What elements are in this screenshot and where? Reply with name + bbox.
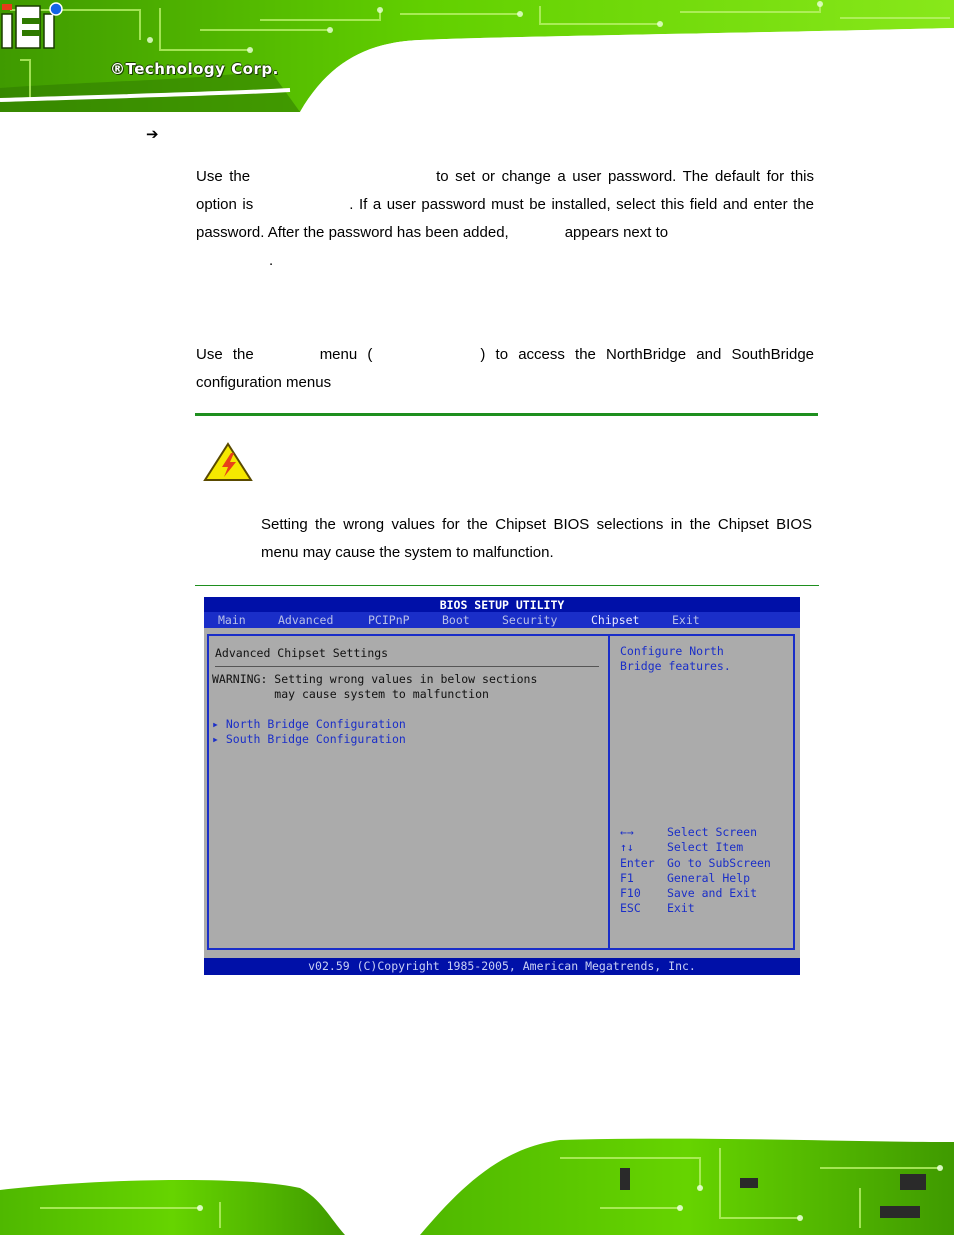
bios-warning-line2: may cause system to malfunction [212, 687, 489, 701]
header-banner [0, 0, 954, 112]
bios-menu-security[interactable]: Security [502, 613, 558, 627]
p1-text-b: to set or change a user password. The default for this option is [196, 168, 814, 213]
iei-logo-icon [0, 0, 66, 52]
arrow-bullet-icon: ➔ [146, 125, 159, 143]
bios-menu-bar [204, 612, 800, 628]
p1-text-d: appears next to [564, 224, 669, 241]
bios-help-line2: Bridge features. [620, 659, 731, 673]
bios-item-south-bridge[interactable]: ▸ South Bridge Configuration [212, 732, 406, 746]
bios-key-ud: ↑↓ [620, 840, 634, 854]
p2-text-c: ) to access the NorthBridge and SouthBridge configuration menus [196, 346, 814, 391]
chipset-intro-paragraph [196, 341, 814, 397]
bios-title: BIOS SETUP UTILITY [204, 597, 800, 612]
bios-divider [608, 634, 610, 950]
warning-top-rule [195, 413, 818, 416]
bios-status-bar: v02.59 (C)Copyright 1985-2005, American Megatrends, Inc. [204, 958, 800, 975]
pcb-header-graphic [0, 0, 954, 112]
p1-text-c: . If a user password must be installed, select this field and enter the password. After the password has been added, [196, 196, 814, 241]
pcb-footer-graphic [0, 1128, 954, 1235]
bios-menu-chipset[interactable]: Chipset [591, 613, 640, 627]
bios-separator [215, 666, 599, 667]
bios-key-lr-desc: Select Screen [667, 825, 758, 839]
bios-help-line1: Configure North [620, 644, 724, 658]
brand-name: ®Technology Corp. [110, 60, 279, 78]
bios-screenshot [204, 597, 800, 975]
bios-key-f1: F1 [620, 871, 634, 885]
bios-key-ud-desc: Select Item [667, 840, 744, 854]
bios-key-esc-desc: Exit [667, 901, 695, 915]
bios-menu-boot[interactable]: Boot [442, 613, 470, 627]
footer-banner [0, 1128, 954, 1235]
bios-menu-exit[interactable]: Exit [672, 613, 700, 627]
bios-key-f10-desc: Save and Exit [667, 886, 758, 900]
p1-text-e: . [269, 252, 274, 269]
bios-menu-main[interactable]: Main [218, 613, 246, 627]
bios-menu-advanced[interactable]: Advanced [278, 613, 334, 627]
bios-key-f1-desc: General Help [667, 871, 751, 885]
p1-text-a: Use the [196, 168, 251, 185]
bios-key-lr: ←→ [620, 825, 634, 839]
warning-text: Setting the wrong values for the Chipset BIOS selections in the Chipset BIOS menu may cause the system to malfunction. [261, 516, 812, 561]
bios-warning-line1: WARNING: Setting wrong values in below sections [212, 672, 538, 686]
bios-key-enter-desc: Go to SubScreen [667, 856, 771, 870]
p2-text-b: menu ( [319, 346, 373, 363]
user-password-paragraph [196, 163, 814, 275]
bios-section-title: Advanced Chipset Settings [215, 646, 389, 660]
bios-key-enter: Enter [620, 856, 655, 870]
bios-menu-pcipnp[interactable]: PCIPnP [368, 613, 410, 627]
warning-triangle-icon [202, 441, 254, 483]
warning-bottom-rule [195, 585, 819, 586]
bios-key-f10: F10 [620, 886, 641, 900]
p2-text-a: Use the [196, 346, 254, 363]
bios-item-north-bridge[interactable]: ▸ North Bridge Configuration [212, 717, 406, 731]
bios-key-esc: ESC [620, 901, 641, 915]
